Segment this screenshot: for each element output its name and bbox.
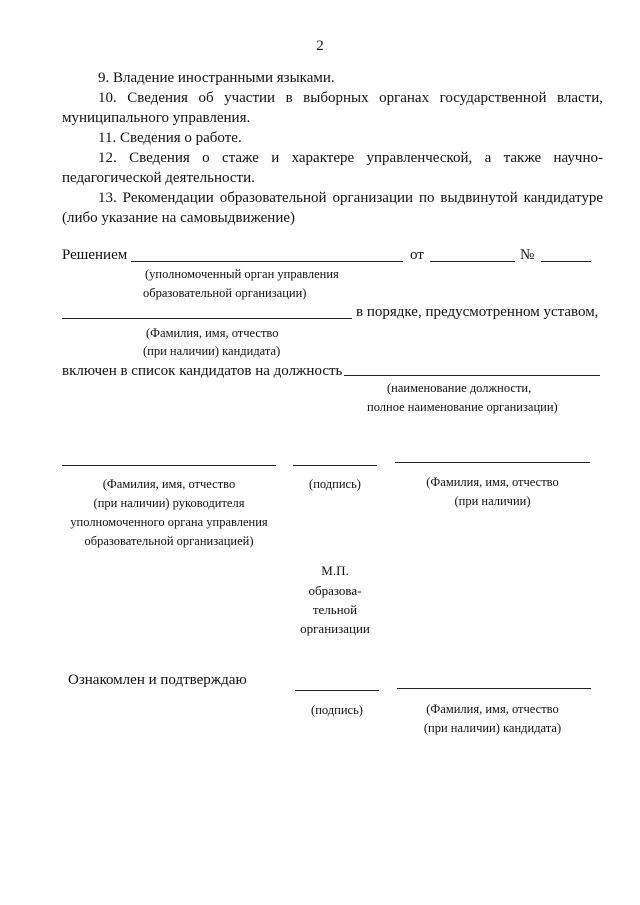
- decision-authority-blank: [131, 261, 403, 262]
- head-name-blank: [62, 465, 276, 466]
- included-text: включен в список кандидатов на должность: [62, 363, 343, 379]
- decision-number-label: №: [520, 247, 535, 263]
- item-10-line1: 10. Сведения об участии в выборных органах государственной власти,: [98, 90, 603, 106]
- ack-caption-line1: (Фамилия, имя, отчество: [426, 702, 559, 716]
- item-13-line1: 13. Рекомендации образовательной организации по выдвинутой кандидатуре: [98, 190, 603, 206]
- page-number: 2: [316, 38, 324, 54]
- decision-number-blank: [541, 261, 591, 262]
- candidate-name-blank: [62, 318, 352, 319]
- candidate-signature-caption: (подпись): [311, 703, 363, 717]
- item-10-line2: муниципального управления.: [62, 110, 251, 126]
- item-11: 11. Сведения о работе.: [98, 130, 242, 146]
- stamp-line2: образова-: [308, 583, 362, 598]
- head-signature-caption: (подпись): [309, 477, 361, 491]
- decision-label: Решением: [62, 247, 128, 263]
- head-caption-line4: образовательной организацией): [84, 534, 254, 548]
- candidate-signature-blank: [295, 690, 379, 691]
- candidate-caption-line2: (при наличии) кандидата): [143, 344, 281, 358]
- acknowledgement-label: Ознакомлен и подтверждаю: [68, 672, 247, 688]
- item-13-line2: (либо указание на самовыдвижение): [62, 210, 296, 226]
- head-caption-line2: (при наличии) руководителя: [93, 496, 245, 510]
- position-blank: [344, 375, 600, 376]
- position-caption-line2: полное наименование организации): [367, 400, 558, 414]
- position-caption-line1: (наименование должности,: [387, 381, 532, 395]
- decision-from-label: от: [410, 247, 424, 263]
- candidate-fio-blank: [397, 688, 591, 689]
- stamp-line4: организации: [300, 621, 370, 636]
- head-fio-blank: [395, 462, 590, 463]
- decision-date-blank: [430, 261, 515, 262]
- procedure-text: в порядке, предусмотренном уставом,: [356, 304, 599, 320]
- authority-caption-line1: (уполномоченный орган управления: [145, 267, 339, 281]
- stamp-line3: тельной: [312, 602, 358, 617]
- item-12-line1: 12. Сведения о стаже и характере управленческой, а также научно-: [98, 150, 603, 166]
- head-caption-line1: (Фамилия, имя, отчество: [102, 477, 236, 491]
- item-9: 9. Владение иностранными языками.: [98, 70, 335, 86]
- candidate-caption-line1: (Фамилия, имя, отчество: [146, 326, 279, 340]
- fio-caption-line2: (при наличии): [454, 494, 531, 508]
- head-signature-blank: [293, 465, 377, 466]
- head-caption-line3: уполномоченного органа управления: [70, 515, 268, 529]
- fio-caption-line1: (Фамилия, имя, отчество: [426, 475, 559, 489]
- stamp-line1: М.П.: [321, 563, 349, 578]
- ack-caption-line2: (при наличии) кандидата): [423, 721, 562, 735]
- authority-caption-line2: образовательной организации): [143, 286, 307, 300]
- item-12-line2: педагогической деятельности.: [62, 170, 255, 186]
